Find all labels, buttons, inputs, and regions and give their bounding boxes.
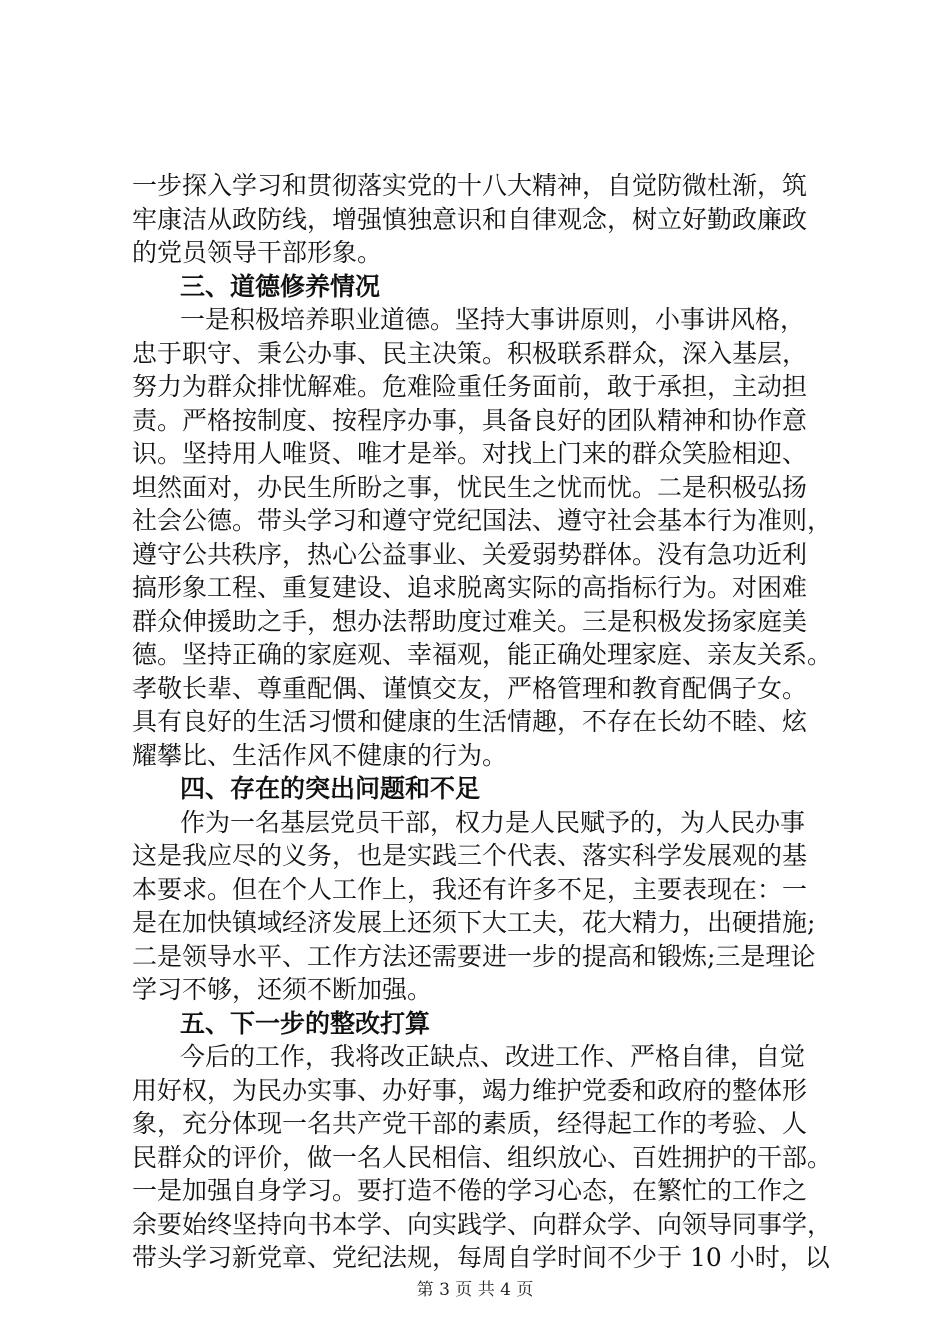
text-line: 学习不够，还须不断加强。 bbox=[132, 975, 433, 1004]
text-line: 这是我应尽的义务，也是实践三个代表、落实科学发展观的基 bbox=[132, 841, 808, 870]
text-line: 作为一名基层党员干部，权力是人民赋予的，为人民办事 bbox=[180, 807, 806, 837]
text-line: 一是积极培养职业道德。坚持大事讲原则，小事讲风格， bbox=[180, 305, 806, 334]
text-line: 社会公德。带头学习和遵守党纪国法、遵守社会基本行为准则， bbox=[132, 506, 833, 535]
text-line: 用好权，为民办实事、办好事，竭力维护党委和政府的整体形 bbox=[132, 1075, 808, 1105]
section-heading: 五、下一步的整改打算 bbox=[180, 1008, 431, 1038]
text-line: 今后的工作，我将改正缺点、改进工作、严格自律，自觉 bbox=[180, 1042, 806, 1071]
text-line: 努力为群众排忧解难。危难险重任务面前，敢于承担，主动担 bbox=[132, 372, 808, 401]
text-line: 识。坚持用人唯贤、唯才是举。对找上门来的群众笑脸相迎、 bbox=[132, 439, 808, 468]
text-line: 搞形象工程、重复建设、追求脱离实际的高指标行为。对困难 bbox=[132, 573, 808, 602]
text-line: 余要始终坚持向书本学、向实践学、向群众学、向领导同事学， bbox=[132, 1209, 833, 1239]
text-line: 具有良好的生活习惯和健康的生活情趣，不存在长幼不睦、炫 bbox=[132, 707, 808, 736]
text-line: 群众伸援助之手，想办法帮助度过难关。三是积极发扬家庭美 bbox=[132, 606, 808, 636]
text-line: 孝敬长辈、尊重配偶、谨慎交友，严格管理和教育配偶子女。 bbox=[132, 673, 808, 703]
text-line: 象，充分体现一名共产党干部的素质，经得起工作的考验、人 bbox=[132, 1109, 808, 1138]
text-line: 责。严格按制度、按程序办事，具备良好的团队精神和协作意 bbox=[132, 405, 808, 435]
text-line: 带头学习新党章、党纪法规，每周自学时间不少于 10 小时，以 bbox=[132, 1243, 830, 1272]
text-line: 是在加快镇域经济发展上还须下大工夫，花大精力，出硬措施; bbox=[132, 908, 816, 937]
text-line: 坦然面对，办民生所盼之事，忧民生之忧而忧。二是积极弘扬 bbox=[132, 472, 808, 502]
page-footer: 第 3 页 共 4 页 bbox=[416, 1280, 534, 1300]
text-line: 耀攀比、生活作风不健康的行为。 bbox=[132, 740, 508, 770]
text-line: 民群众的评价，做一名人民相信、组织放心、百姓拥护的干部。 bbox=[132, 1142, 833, 1172]
text-line: 忠于职守、秉公办事、民主决策。积极联系群众，深入基层， bbox=[132, 338, 808, 368]
text-line: 一是加强自身学习。要打造不倦的学习心态，在繁忙的工作之 bbox=[132, 1176, 808, 1205]
document-body bbox=[132, 169, 832, 1275]
text-line: 的党员领导干部形象。 bbox=[132, 238, 383, 267]
section-heading: 三、道德修养情况 bbox=[180, 271, 381, 301]
section-heading: 四、存在的突出问题和不足 bbox=[180, 774, 481, 803]
text-line: 德。坚持正确的家庭观、幸福观，能正确处理家庭、亲友关系。 bbox=[132, 640, 833, 669]
text-line: 二是领导水平、工作方法还需要进一步的提高和锻炼;三是理论 bbox=[132, 941, 816, 971]
text-line: 遵守公共秩序，热心公益事业、关爱弱势群体。没有急功近利 bbox=[132, 539, 808, 569]
text-line: 一步探入学习和贯彻落实党的十八大精神，自觉防微杜渐，筑 bbox=[132, 171, 808, 200]
text-line: 牢康洁从政防线，增强慎独意识和自律观念，树立好勤政廉政 bbox=[132, 204, 808, 234]
text-line: 本要求。但在个人工作上，我还有许多不足，主要表现在：一 bbox=[132, 874, 808, 904]
